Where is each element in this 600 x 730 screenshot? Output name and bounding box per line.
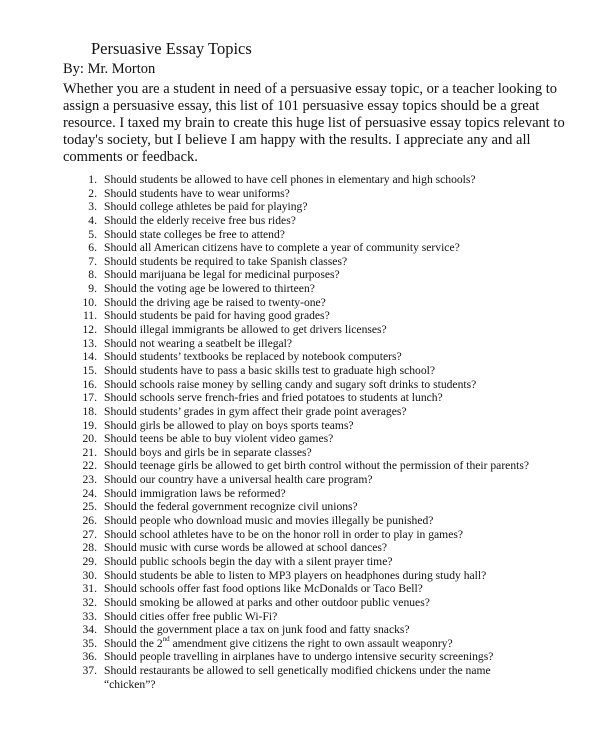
topic-text: Should the voting age be lowered to thirteen? — [104, 282, 315, 296]
topic-text — [104, 634, 453, 651]
topic-number: 22. — [82, 459, 97, 473]
topic-number: 5. — [88, 227, 97, 241]
topic-text: Should teenage girls be allowed to get birth control without the permission of their parents? — [104, 459, 530, 473]
topic-item — [0, 364, 600, 378]
topic-item — [0, 296, 600, 310]
topic-text: Should students be required to take Spanish classes? — [104, 254, 348, 268]
ordinal-superscript: nd — [162, 634, 170, 643]
topic-text: Should not wearing a seatbelt be illegal? — [104, 336, 293, 350]
intro-line: comments or feedback. — [63, 149, 198, 165]
topic-number: 3. — [88, 200, 97, 214]
topic-number: 32. — [82, 595, 97, 609]
topic-text: Should girls be allowed to play on boys sports teams? — [104, 418, 354, 432]
topic-number: 21. — [82, 445, 97, 459]
topic-text: Should students be able to listen to MP3 players on headphones during study hall? — [104, 568, 487, 582]
topic-text: Should people who download music and movies illegally be punished? — [104, 514, 434, 528]
document-title: Persuasive Essay Topics — [91, 39, 252, 58]
topic-number: 2. — [88, 186, 97, 200]
topic-number: 29. — [82, 554, 97, 568]
topic-item — [0, 200, 600, 214]
topic-text: Should students’ grades in gym affect their grade point averages? — [104, 404, 407, 418]
topic-item — [0, 541, 600, 555]
topic-item — [0, 350, 600, 364]
topic-number: 6. — [88, 241, 97, 255]
topic-number: 23. — [82, 473, 97, 487]
topic-text: Should school athletes have to be on the honor roll in order to play in games? — [104, 527, 464, 541]
topic-item — [0, 241, 600, 255]
topic-number: 28. — [82, 541, 97, 555]
intro-line: assign a persuasive essay, this list of 101 persuasive essay topics should be a great — [63, 98, 540, 114]
topic-text: Should schools serve french-fries and fried potatoes to students at lunch? — [104, 391, 443, 405]
topic-item — [0, 405, 600, 419]
topic-list — [0, 173, 600, 691]
topic-number: 35. — [82, 636, 97, 650]
topic-text-continuation: “chicken”? — [104, 677, 156, 691]
topic-number: 27. — [82, 527, 97, 541]
topic-item — [0, 337, 600, 351]
topic-number: 15. — [82, 363, 97, 377]
topic-text: Should cities offer free public Wi-Fi? — [104, 609, 278, 623]
intro-line: today's society, but I believe I am happy with the results. I appreciate any and all — [63, 132, 531, 148]
topic-number: 18. — [82, 404, 97, 418]
topic-item — [0, 582, 600, 596]
topic-number: 25. — [82, 500, 97, 514]
topic-item — [0, 650, 600, 664]
topic-text: Should students be paid for having good grades? — [104, 309, 330, 323]
topic-text: Should college athletes be paid for playing? — [104, 200, 308, 214]
topic-text: Should immigration laws be reformed? — [104, 486, 286, 500]
topic-number: 10. — [82, 295, 97, 309]
topic-item — [0, 634, 600, 651]
intro-line: Whether you are a student in need of a persuasive essay topic, or a teacher looking to — [63, 81, 558, 97]
topic-item — [0, 378, 600, 392]
topic-item — [0, 500, 600, 514]
topic-item — [0, 473, 600, 487]
topic-item — [0, 391, 600, 405]
topic-number: 37. — [82, 664, 97, 678]
topic-text: Should music with curse words be allowed at school dances? — [104, 541, 388, 555]
topic-item — [0, 432, 600, 446]
topic-text: Should schools offer fast food options like McDonalds or Taco Bell? — [104, 582, 423, 596]
topic-text: Should the government place a tax on junk food and fatty snacks? — [104, 623, 410, 637]
topic-number: 34. — [82, 623, 97, 637]
topic-number: 9. — [88, 282, 97, 296]
topic-number: 13. — [82, 336, 97, 350]
topic-item — [0, 214, 600, 228]
document-author: By: Mr. Morton — [63, 61, 156, 77]
topic-number: 4. — [88, 213, 97, 227]
topic-item — [0, 487, 600, 501]
topic-item — [0, 446, 600, 460]
topic-item — [0, 569, 600, 583]
topic-number: 20. — [82, 432, 97, 446]
topic-number: 30. — [82, 568, 97, 582]
topic-item — [0, 228, 600, 242]
topic-text: Should smoking be allowed at parks and other outdoor public venues? — [104, 595, 430, 609]
topic-text-start: Should the 2 — [104, 636, 163, 650]
topic-number: 33. — [82, 609, 97, 623]
topic-number: 36. — [82, 650, 97, 664]
topic-item — [0, 255, 600, 269]
topic-number: 26. — [82, 514, 97, 528]
topic-item — [0, 623, 600, 637]
topic-number: 17. — [82, 391, 97, 405]
topic-text: Should boys and girls be in separate classes? — [104, 445, 312, 459]
topic-text: Should restaurants be allowed to sell genetically modified chickens under the name — [104, 664, 491, 678]
topic-item — [0, 514, 600, 528]
topic-text: Should marijuana be legal for medicinal purposes? — [104, 268, 340, 282]
topic-text-end: amendment give citizens the right to own assault weaponry? — [169, 636, 453, 650]
topic-item — [0, 419, 600, 433]
topic-text: Should the federal government recognize civil unions? — [104, 500, 358, 514]
topic-number: 31. — [82, 582, 97, 596]
topic-number: 11. — [82, 309, 97, 323]
intro-line: resource. I taxed my brain to create this huge list of persuasive essay topics relevant to — [63, 115, 565, 131]
topic-text: Should the driving age be raised to twenty-one? — [104, 295, 326, 309]
topic-number: 8. — [88, 268, 97, 282]
topic-text: Should schools raise money by selling candy and sugary soft drinks to students? — [104, 377, 477, 391]
topic-item — [0, 323, 600, 337]
topic-text: Should public schools begin the day with a silent prayer time? — [104, 554, 393, 568]
topic-number: 1. — [88, 173, 97, 186]
intro-paragraph — [63, 81, 565, 166]
topic-item — [0, 309, 600, 323]
topic-text: Should students have to pass a basic skills test to graduate high school? — [104, 363, 436, 377]
topic-number: 19. — [82, 418, 97, 432]
topic-text: Should students have to wear uniforms? — [104, 186, 290, 200]
topic-item — [0, 282, 600, 296]
topic-number: 24. — [82, 486, 97, 500]
topic-text: Should the elderly receive free bus rides? — [104, 213, 296, 227]
topic-item — [0, 610, 600, 624]
topic-text: Should teens be able to buy violent video games? — [104, 432, 334, 446]
topic-text: Should students be allowed to have cell phones in elementary and high schools? — [104, 173, 476, 186]
topic-item — [0, 268, 600, 282]
topic-item — [0, 555, 600, 569]
topic-item — [0, 664, 600, 691]
topic-item — [0, 596, 600, 610]
topic-item — [0, 459, 600, 473]
topic-item — [0, 173, 600, 187]
topic-number: 14. — [82, 350, 97, 364]
topic-number: 12. — [82, 323, 97, 337]
topic-number: 7. — [88, 254, 97, 268]
topic-text: Should illegal immigrants be allowed to get drivers licenses? — [104, 323, 387, 337]
topic-text: Should students’ textbooks be replaced by notebook computers? — [104, 350, 402, 364]
topic-text: Should state colleges be free to attend? — [104, 227, 285, 241]
topic-number: 16. — [82, 377, 97, 391]
topic-text: Should all American citizens have to complete a year of community service? — [104, 241, 460, 255]
topic-item — [0, 528, 600, 542]
topic-item — [0, 187, 600, 201]
topic-text: Should our country have a universal health care program? — [104, 473, 373, 487]
topic-text: Should people travelling in airplanes have to undergo intensive security screenings? — [104, 650, 494, 664]
